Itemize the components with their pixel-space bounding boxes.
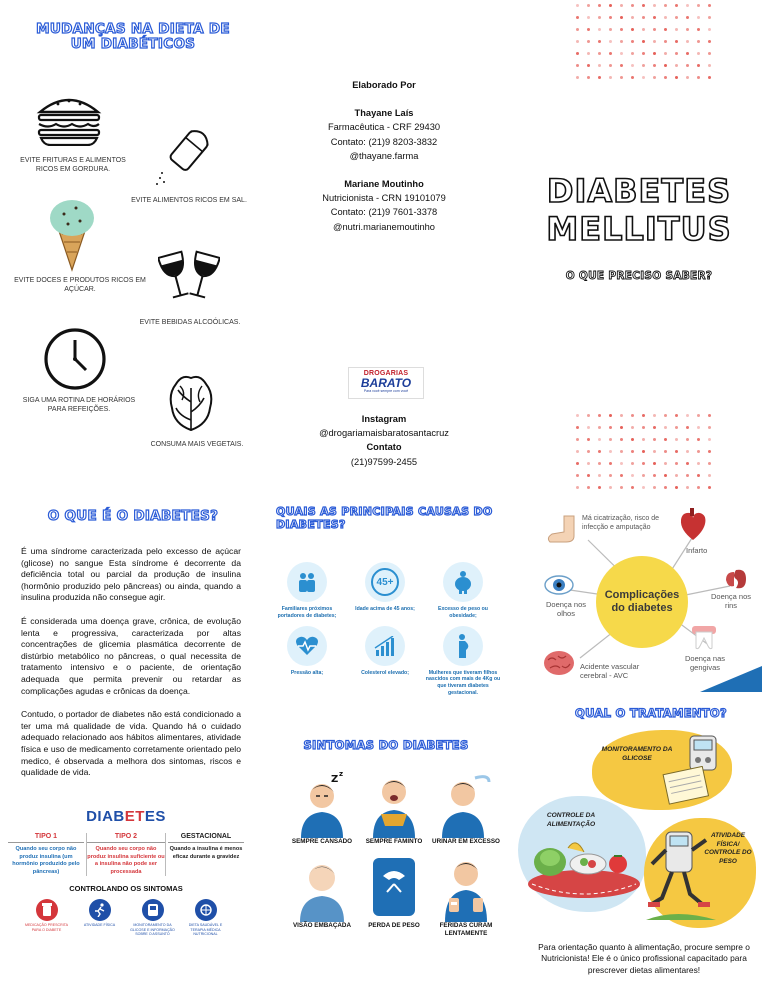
decorative-dot [675,76,678,79]
decorative-dot [653,40,656,43]
decorative-dot [620,450,623,453]
decorative-dot [664,28,667,31]
author1-contact: Contato: (21)9 8203-3832 [330,136,438,147]
decorative-dot [664,16,667,19]
decorative-dot [631,486,634,489]
decorative-dot [675,16,678,19]
contato-label: Contato [366,442,402,453]
decorative-dot [664,486,667,489]
decorative-dot [697,462,700,465]
cause-obesity: Excesso de peso ou obesidade; [424,562,502,620]
decorative-dot [587,426,590,429]
decorative-dot [609,64,612,67]
decorative-dot [653,64,656,67]
decorative-dot [598,474,601,477]
cause-blood-pressure: Pressão alta; [268,626,346,697]
symptom-weight-loss: PERDA DE PESO [358,854,430,938]
cause-cholesterol: Colesterol elevado; [346,626,424,697]
diet-item-salt: EVITE ALIMENTOS RICOS EM SAL. [131,197,247,204]
decorative-dot [587,4,590,7]
decorative-dot [686,64,689,67]
decorative-dot [631,414,634,417]
decorative-dot [697,438,700,441]
decorative-dot [609,486,612,489]
diabetes-types-infographic [6,804,246,992]
decorative-dot [708,414,711,417]
rising-chart-icon [365,626,405,666]
decorative-dot [642,438,645,441]
decorative-dot [620,486,623,489]
decorative-dot [675,486,678,489]
kidney-icon [724,568,748,590]
decorative-dot [653,438,656,441]
type2-block: TIPO 2 Quando seu corpo não produz insulina suficiente ou a insulina não pode ser processada [87,833,165,875]
tooth-icon [690,624,718,652]
decorative-dot [609,450,612,453]
diet-item-alcohol: EVITE BEBIDAS ALCOÓLICAS. [139,319,241,326]
decorative-dot [642,28,645,31]
decorative-dot [598,486,601,489]
treatment-illustration [512,726,762,932]
decorative-dot [642,52,645,55]
decorative-dot [664,4,667,7]
control-monitoring: MONITORAMENTO DA GLICOSE E INFORMAÇÃO SOBRE O ASSUNTO [130,899,176,936]
decorative-dot [686,28,689,31]
pharmacy-logo: DROGARIAS BARATO Para você sempre com você [348,367,424,399]
what-is-body [21,546,241,779]
decorative-dot [642,64,645,67]
decorative-dot [587,414,590,417]
instagram-handle: @drogariamaisbaratosantacruz [319,428,449,439]
monitor-label: MONITORAMENTO DA GLICOSE [601,746,673,762]
decorative-dot [598,40,601,43]
ice-cream-icon [44,194,100,272]
types-title: DIABETES [86,808,166,825]
decorative-dot [620,52,623,55]
food-label: CONTROLE DA ALIMENTAÇÃO [546,812,596,828]
decorative-dot [686,4,689,7]
decorative-dot [576,76,579,79]
decorative-dot [631,76,634,79]
cause-gestational: Mulheres que tiveram filhos nascidos com mais de 4Kg ou que tiveram diabetes gestacional. [424,626,502,697]
decorative-dot [675,462,678,465]
decorative-dot [587,40,590,43]
what-is-paragraph-3: Contudo, o portador de diabetes não está condicionado a ter uma má qualidade de vida. Quando há o cuidado adequado relacionado aos hábitos alimentares, atividade física e uso de medicamento corretamente orientado pelo medico, é observada a melhora dos sintomas, riscos e qualidade de vida. [21,709,241,778]
decorative-dot [576,438,579,441]
decorative-dot [620,438,623,441]
decorative-dot [576,64,579,67]
treatment-title: QUAL O TRATAMENTO? [575,706,727,720]
decorative-dot [631,28,634,31]
decorative-dot [620,76,623,79]
author2-contact: Contato: (21)9 7601-3378 [330,207,438,218]
decorative-dot [686,40,689,43]
decorative-dot [609,16,612,19]
decorative-dot-grid-bottom [576,414,719,489]
decorative-dot [686,76,689,79]
clock-icon [42,326,108,392]
decorative-dot [664,438,667,441]
decorative-dot [598,64,601,67]
decorative-dot [675,414,678,417]
decorative-dot [697,28,700,31]
decorative-dot [576,4,579,7]
complications-center: Complicações do diabetes [596,556,688,648]
decorative-dot [587,64,590,67]
decorative-dot [653,426,656,429]
contact-block [272,412,496,469]
decorative-dot [587,28,590,31]
svg-text:z: z [339,770,344,778]
decorative-dot [598,28,601,31]
decorative-dot [609,52,612,55]
foot-icon [546,514,580,544]
causes-grid [268,562,504,697]
decorative-dot [598,52,601,55]
decorative-dot [653,414,656,417]
pill-bottle-icon [36,899,58,921]
decorative-dot [686,52,689,55]
decorative-dot [598,426,601,429]
urination-person-icon [439,770,493,838]
decorative-dot [587,486,590,489]
symptom-blurred-vision: VISÃO EMBAÇADA [286,854,358,938]
decorative-dot [631,40,634,43]
decorative-dot [609,438,612,441]
decorative-dot [708,426,711,429]
decorative-dot [576,426,579,429]
decorative-dot [708,16,711,19]
decorative-dot [675,450,678,453]
decorative-dot [708,40,711,43]
decorative-dot [697,450,700,453]
decorative-dot [675,28,678,31]
decorative-dot [609,40,612,43]
decorative-dot [642,40,645,43]
decorative-dot [697,426,700,429]
what-is-paragraph-2: É considerada uma doença grave, crônica, de evolução lenta e progressiva, caracterizada por altas concentrações de glicemia plasmática decorrente de distúrbio metabólico no pâncreas, o qual necessita de tratamento intensivo e o paciente, de orientação adequada que permita prevenir ou retardar as complicações agudas e crônicas da doença. [21,615,241,696]
decorative-dot [587,76,590,79]
decorative-dot [664,64,667,67]
decorative-dot [708,76,711,79]
decorative-dot [576,16,579,19]
salt-shaker-icon [152,118,222,188]
decorative-dot [708,64,711,67]
logbook-icon [662,766,712,806]
decorative-dot [653,462,656,465]
credits-block [272,78,496,234]
decorative-dot [697,64,700,67]
decorative-dot [609,414,612,417]
decorative-dot [587,438,590,441]
type1-block: TIPO 1 Quando seu corpo não produz insulina (um hormônio produzido pelo pâncreas) [8,833,84,876]
decorative-dot [642,76,645,79]
decorative-dot [620,4,623,7]
decorative-dot [576,450,579,453]
decorative-dot [686,462,689,465]
decorative-dot [653,4,656,7]
lettuce-icon [166,372,216,434]
decorative-dot [620,474,623,477]
decorative-dot [598,450,601,453]
decorative-dot [675,438,678,441]
instagram-label: Instagram [361,414,407,424]
tired-person-icon [295,770,349,838]
decorative-dot [576,28,579,31]
decorative-dot [642,486,645,489]
decorative-dot [708,450,711,453]
decorative-dot [675,4,678,7]
heart-pulse-icon [287,626,327,666]
decorative-dot [686,414,689,417]
decorative-dot [609,76,612,79]
decorative-dot [708,474,711,477]
decorative-dot [587,16,590,19]
decorative-dot [664,52,667,55]
decorative-dot [631,450,634,453]
decorative-dot [697,474,700,477]
decorative-dot [642,426,645,429]
decorative-dot [686,486,689,489]
decorative-dot [576,474,579,477]
decorative-dot [576,414,579,417]
cover-title: DIABETES MELLITUS [546,172,732,248]
decorative-dot [642,16,645,19]
decorative-dot [598,438,601,441]
decorative-dot [675,426,678,429]
age-45-icon: 45+ [365,562,405,602]
causes-title: QUAIS AS PRINCIPAIS CAUSAS DO DIABETES? [276,505,493,531]
decorative-dot [708,486,711,489]
heart-organ-icon [678,508,708,542]
decorative-dot [587,474,590,477]
decorative-dot [609,4,612,7]
decorative-dot [697,52,700,55]
decorative-dot [631,64,634,67]
activity-label: ATIVIDADE FÍSICA/ CONTROLE DO PESO [704,832,752,865]
decorative-dot [686,426,689,429]
decorative-dot [609,426,612,429]
decorative-dot [653,474,656,477]
decorative-dot [653,28,656,31]
symptom-slow-healing: FERIDAS CURAM LENTAMENTE [430,854,502,938]
decorative-dot [620,16,623,19]
diet-item-fried: EVITE FRITURAS E ALIMENTOS RICOS EM GORDURA. [20,157,126,174]
decorative-dot [686,474,689,477]
decorative-dot [675,64,678,67]
decorative-dot [686,16,689,19]
decorative-dot [675,52,678,55]
decorative-dot [664,426,667,429]
decorative-dot [598,414,601,417]
decorative-dot [653,486,656,489]
author1-handle: @thayane.farma [349,150,419,161]
symptom-hungry: SEMPRE FAMINTO [358,770,430,846]
decorative-dot [587,462,590,465]
control-diet: DIETA SAUDÁVEL E TERAPIA MÉDICA NUTRICIONAL [183,899,229,936]
decorative-dot [686,438,689,441]
decorative-dot [609,474,612,477]
decorative-dot [664,474,667,477]
diet-item-vegetables: CONSUMA MAIS VEGETAIS. [150,441,244,448]
decorative-dot [587,52,590,55]
credits-elaborado: Elaborado Por [352,80,416,90]
decorative-dot [620,28,623,31]
decorative-dot [576,462,579,465]
decorative-dot [631,52,634,55]
decorative-dot [708,462,711,465]
decorative-dot [598,16,601,19]
decorative-dot [697,16,700,19]
diet-title: MUDANÇAS NA DIETA DE UM DIABÉTICOS [36,21,230,52]
decorative-dot [598,462,601,465]
decorative-dot [631,474,634,477]
cause-age: 45+ Idade acima de 45 anos; [346,562,424,620]
controlling-title: CONTROLANDO OS SINTOMAS [69,884,183,894]
scale-icon [367,854,421,922]
decorative-dot [576,52,579,55]
decorative-dot [664,40,667,43]
decorative-dot [620,414,623,417]
decorative-dot [708,52,711,55]
decorative-dot [708,28,711,31]
cover-subtitle: O QUE PRECISO SABER? [565,270,713,282]
decorative-dot [708,4,711,7]
eye-icon [544,574,574,596]
decorative-dot [697,40,700,43]
decorative-dot-grid-top [576,4,719,79]
decorative-dot [576,40,579,43]
complications-diagram: Complicações do diabetes Má cicatrização, risco de infecção e amputação Infarto Doença nos olhos Doença nos rins Acidente vascular cerebral - AVC Doença nas gengivas [540,506,762,692]
svg-text:Z: Z [331,774,339,785]
cause-family: Familiares próximos portadores de diabetes; [268,562,346,620]
decorative-dot [576,486,579,489]
decorative-dot [697,76,700,79]
wine-glasses-icon [158,250,220,308]
decorative-dot [631,426,634,429]
gestational-block: GESTACIONAL Quando a insulina é menos eficaz durante a gravidez [169,833,243,860]
what-is-title: O QUE É O DIABETES? [47,508,219,524]
decorative-dot [686,450,689,453]
decorative-dot [697,414,700,417]
decorative-dot [631,462,634,465]
author2-name: Mariane Moutinho [344,179,424,190]
symptom-tired: Z z SEMPRE CANSADO [291,770,353,845]
obesity-icon [443,562,483,602]
hungry-person-icon [367,770,421,838]
decorative-dot [631,438,634,441]
decorative-dot [587,450,590,453]
decorative-dot [609,462,612,465]
blurred-vision-person-icon [295,854,349,922]
glucometer-icon [142,899,164,921]
decorative-dot [620,426,623,429]
decorative-dot [675,474,678,477]
brain-icon [542,648,576,678]
decorative-dot [620,462,623,465]
decorative-dot [609,28,612,31]
control-medication: MEDICAÇÃO PRESCRITA PARA O DIABETE [24,899,70,936]
decorative-dot [642,4,645,7]
decorative-dot [642,474,645,477]
symptoms-grid [286,770,504,939]
decorative-dot [642,414,645,417]
treatment-footer: Para orientação quanto à alimentação, procure sempre o Nutricionista! Ele é o único profissional capacitado para prescrever dietas alimentares! [538,942,750,975]
decorative-dot [675,40,678,43]
decorative-dot [653,76,656,79]
plate-icon [195,899,217,921]
family-icon [287,562,327,602]
what-is-paragraph-1: É uma síndrome caracterizada pelo excesso de açúcar (glicose) no sangue Esta síndrome é decorrente da deficiência total ou parcial da produção de insulina (hormônio produzido pelo pâncreas) ou ainda, quando a insulina produzida não consegue agir. [21,546,241,603]
decorative-dot [653,450,656,453]
control-activity: ATIVIDADE FÍSICA [77,899,123,936]
contato-phone: (21)97599-2455 [350,456,418,467]
decorative-dot [598,4,601,7]
author1-role: Farmacêutica - CRF 29430 [327,122,441,133]
author1-name: Thayane Laís [354,108,414,119]
meal-icon [524,834,644,900]
author2-role: Nutricionista - CRN 19101079 [322,193,446,204]
burger-icon [36,94,102,146]
wounded-person-icon [439,854,493,922]
diet-item-sweets: EVITE DOCES E PRODUTOS RICOS EM AÇÚCAR. [14,277,146,294]
decorative-dot [653,52,656,55]
decorative-dot [631,4,634,7]
decorative-dot [620,40,623,43]
decorative-dot [620,64,623,67]
decorative-dot [697,4,700,7]
author2-handle: @nutri.marianemoutinho [333,221,435,232]
decorative-dot [664,450,667,453]
decorative-dot [664,76,667,79]
diet-item-routine: SIGA UMA ROTINA DE HORÁRIOS PARA REFEIÇÕES. [22,397,136,414]
decorative-dot [631,16,634,19]
symptom-urination: URINAR EM EXCESSO [430,770,502,846]
decorative-dot [642,462,645,465]
decorative-dot [697,486,700,489]
decorative-dot [664,462,667,465]
decorative-dot [642,450,645,453]
decorative-dot [653,16,656,19]
decorative-dot [664,414,667,417]
decorative-dot [708,438,711,441]
decorative-dot [598,76,601,79]
pregnant-woman-icon [443,626,483,666]
runner-icon [89,899,111,921]
symptoms-title: SINTOMAS DO DIABETES [303,738,469,752]
